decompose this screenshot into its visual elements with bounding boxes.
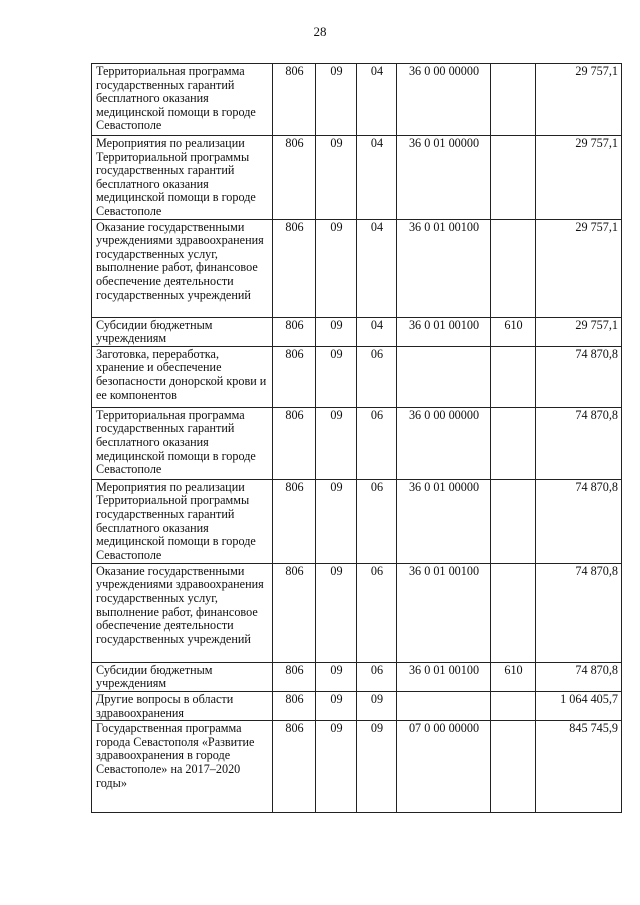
row-target-article-cell: 36 0 01 00100 [397,662,491,691]
row-grbs-cell: 806 [273,662,316,691]
row-target-article-cell: 36 0 01 00100 [397,219,491,317]
row-grbs-cell: 806 [273,64,316,136]
row-grbs-cell: 806 [273,317,316,346]
row-name-cell: Мероприятия по реализации Территориальной программы государственных гарантий бесплатного оказания медицинской помощи в городе Севастополе [92,479,273,563]
row-subsection-cell: 04 [357,136,397,220]
row-amount-cell: 74 870,8 [536,563,622,662]
row-section-cell: 09 [316,346,357,407]
row-name-cell: Государственная программа города Севастополя «Развитие здравоохранения в городе Севастополе» на 2017–2020 годы» [92,721,273,813]
budget-table [91,63,622,813]
table-row [92,479,622,563]
row-expense-type-cell [491,136,536,220]
row-name-cell: Территориальная программа государственных гарантий бесплатного оказания медицинской помощи в городе Севастополе [92,407,273,479]
row-amount-cell: 29 757,1 [536,64,622,136]
table-body [92,64,622,813]
row-target-article-cell: 36 0 01 00000 [397,479,491,563]
row-section-cell: 09 [316,136,357,220]
row-amount-cell: 29 757,1 [536,219,622,317]
row-grbs-cell: 806 [273,479,316,563]
row-name-cell: Территориальная программа государственных гарантий бесплатного оказания медицинской помощи в городе Севастополе [92,64,273,136]
row-section-cell: 09 [316,691,357,720]
row-name-cell: Мероприятия по реализации Территориальной программы государственных гарантий бесплатного оказания медицинской помощи в городе Севастополе [92,136,273,220]
row-section-cell: 09 [316,407,357,479]
row-expense-type-cell: 610 [491,662,536,691]
row-subsection-cell: 04 [357,64,397,136]
row-subsection-cell: 06 [357,407,397,479]
row-expense-type-cell [491,691,536,720]
row-name-cell: Субсидии бюджетным учреждениям [92,662,273,691]
row-grbs-cell: 806 [273,691,316,720]
row-target-article-cell: 36 0 01 00000 [397,136,491,220]
row-target-article-cell: 36 0 00 00000 [397,64,491,136]
row-expense-type-cell: 610 [491,317,536,346]
row-target-article-cell: 36 0 01 00100 [397,317,491,346]
row-amount-cell: 74 870,8 [536,346,622,407]
table-row [92,219,622,317]
row-subsection-cell: 09 [357,721,397,813]
row-name-cell: Оказание государственными учреждениями здравоохранения государственных услуг, выполнение работ, финансовое обеспечение деятельности государственных учреждений [92,219,273,317]
table-row [92,407,622,479]
row-expense-type-cell [491,563,536,662]
page-number: 28 [313,24,327,39]
row-amount-cell: 74 870,8 [536,407,622,479]
table-row [92,64,622,136]
row-subsection-cell: 09 [357,691,397,720]
row-name-cell: Заготовка, переработка, хранение и обеспечение безопасности донорской крови и ее компонентов [92,346,273,407]
row-section-cell: 09 [316,219,357,317]
row-amount-cell: 29 757,1 [536,136,622,220]
row-subsection-cell: 06 [357,346,397,407]
table-row [92,691,622,720]
row-subsection-cell: 04 [357,317,397,346]
row-name-cell: Другие вопросы в области здравоохранения [92,691,273,720]
table-row [92,721,622,813]
row-section-cell: 09 [316,317,357,346]
row-section-cell: 09 [316,563,357,662]
row-grbs-cell: 806 [273,721,316,813]
table-row [92,563,622,662]
row-target-article-cell: 36 0 01 00100 [397,563,491,662]
row-subsection-cell: 06 [357,479,397,563]
table-row [92,317,622,346]
row-subsection-cell: 04 [357,219,397,317]
row-grbs-cell: 806 [273,407,316,479]
row-expense-type-cell [491,64,536,136]
table-row [92,346,622,407]
row-expense-type-cell [491,479,536,563]
row-subsection-cell: 06 [357,662,397,691]
row-grbs-cell: 806 [273,346,316,407]
table-row [92,662,622,691]
row-name-cell: Оказание государственными учреждениями здравоохранения государственных услуг, выполнение работ, финансовое обеспечение деятельности государственных учреждений [92,563,273,662]
row-target-article-cell [397,346,491,407]
row-section-cell: 09 [316,479,357,563]
row-expense-type-cell [491,346,536,407]
row-grbs-cell: 806 [273,563,316,662]
row-amount-cell: 845 745,9 [536,721,622,813]
row-expense-type-cell [491,407,536,479]
row-amount-cell: 74 870,8 [536,479,622,563]
row-section-cell: 09 [316,721,357,813]
row-section-cell: 09 [316,64,357,136]
row-section-cell: 09 [316,662,357,691]
row-target-article-cell [397,691,491,720]
row-amount-cell: 1 064 405,7 [536,691,622,720]
row-target-article-cell: 07 0 00 00000 [397,721,491,813]
row-amount-cell: 29 757,1 [536,317,622,346]
row-amount-cell: 74 870,8 [536,662,622,691]
row-target-article-cell: 36 0 00 00000 [397,407,491,479]
table-row [92,136,622,220]
row-name-cell: Субсидии бюджетным учреждениям [92,317,273,346]
row-subsection-cell: 06 [357,563,397,662]
row-grbs-cell: 806 [273,219,316,317]
row-expense-type-cell [491,721,536,813]
row-expense-type-cell [491,219,536,317]
row-grbs-cell: 806 [273,136,316,220]
